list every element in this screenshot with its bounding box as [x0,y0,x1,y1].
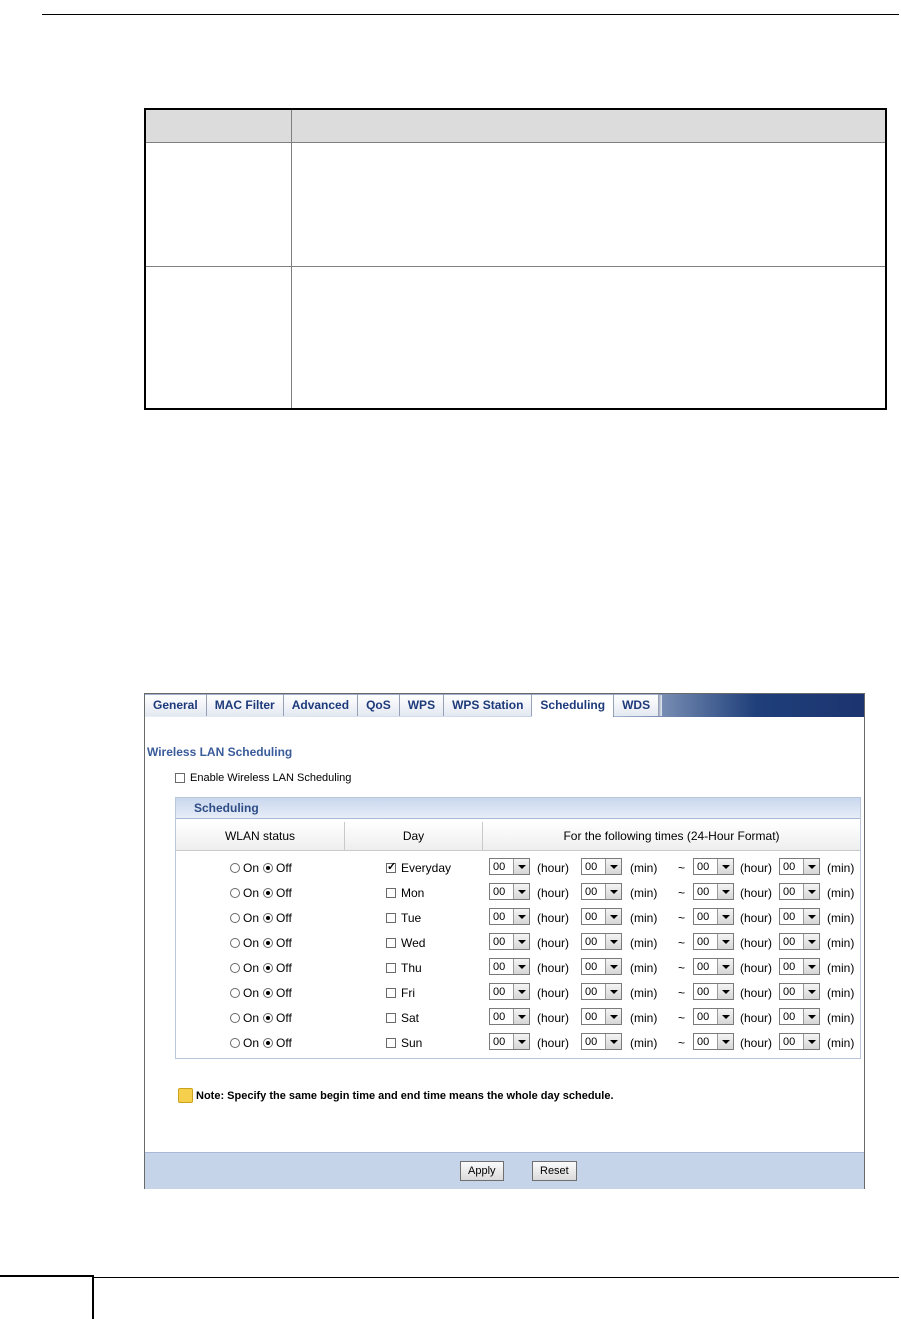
wireless-scheduling-screenshot [144,693,865,1189]
chevron-down-icon [717,984,733,999]
wlan-status [230,861,292,875]
select-value: 00 [697,861,710,873]
chevron-down-icon [605,959,621,974]
off-radio[interactable] [263,988,273,998]
day-label: Sun [401,1036,423,1050]
min-unit: (min) [630,936,658,950]
on-radio[interactable] [230,1013,240,1023]
end-hour-select[interactable] [693,908,734,925]
enable-scheduling-row[interactable] [175,772,351,784]
end-hour-select[interactable] [693,933,734,950]
day-label: Sat [401,1011,420,1025]
tilde-separator: ~ [678,911,686,925]
chevron-down-icon [717,859,733,874]
tilde-separator: ~ [678,1011,686,1025]
wlan-status [230,986,292,1000]
tab-wps-station[interactable]: WPS Station [444,694,532,716]
select-value: 00 [493,911,506,923]
chevron-down-icon [605,1034,621,1049]
off-label: Off [276,936,292,950]
chevron-down-icon [717,884,733,899]
end-hour-select[interactable] [693,983,734,1000]
hour-unit: (hour) [740,936,773,950]
on-label: On [243,886,260,900]
chevron-down-icon [803,959,819,974]
select-value: 00 [493,1036,506,1048]
hour-unit: (hour) [537,961,570,975]
select-value: 00 [585,1036,598,1048]
on-radio[interactable] [230,938,240,948]
day-checkbox[interactable] [386,863,396,873]
select-value: 00 [697,1011,710,1023]
start-min-select[interactable] [581,908,622,925]
start-min-select[interactable] [581,958,622,975]
wlan-status [230,911,292,925]
hour-unit: (hour) [740,986,773,1000]
day-cell [386,911,421,925]
start-hour-select[interactable] [489,1033,530,1050]
select-value: 00 [493,861,506,873]
on-radio[interactable] [230,988,240,998]
select-value: 00 [697,911,710,923]
off-label: Off [276,961,292,975]
hour-unit: (hour) [537,936,570,950]
column-header-times: For the following times (24-Hour Format) [483,822,860,851]
schedule-row [176,1030,860,1055]
day-cell [386,986,415,1000]
table-cell [292,267,887,410]
chevron-down-icon [513,1009,529,1024]
table-cell [145,267,292,410]
on-radio[interactable] [230,863,240,873]
footer-bar [145,1152,864,1189]
off-radio[interactable] [263,1013,273,1023]
select-value: 00 [783,936,796,948]
on-radio[interactable] [230,913,240,923]
chevron-down-icon [717,959,733,974]
select-value: 00 [783,1011,796,1023]
select-value: 00 [585,861,598,873]
start-hour-select[interactable] [489,883,530,900]
table-cell [292,143,887,267]
end-hour-select[interactable] [693,883,734,900]
start-hour-select[interactable] [489,1008,530,1025]
end-min-select[interactable] [779,933,820,950]
chevron-down-icon [803,1034,819,1049]
select-value: 00 [783,961,796,973]
on-label: On [243,861,260,875]
hour-unit: (hour) [740,911,773,925]
day-checkbox[interactable] [386,938,396,948]
day-checkbox[interactable] [386,888,396,898]
on-label: On [243,961,260,975]
note-text: Note: Specify the same begin time and end time means the whole day schedule. [196,1089,614,1102]
hour-unit: (hour) [537,861,570,875]
min-unit: (min) [630,911,658,925]
off-label: Off [276,1036,292,1050]
min-unit: (min) [630,1036,658,1050]
table-cell [145,143,292,267]
start-min-select[interactable] [581,858,622,875]
day-cell [386,1011,419,1025]
enable-scheduling-label: Enable Wireless LAN Scheduling [190,772,352,784]
hour-unit: (hour) [537,911,570,925]
tilde-separator: ~ [678,961,686,975]
table-header-cell [145,109,292,143]
min-unit: (min) [827,911,855,925]
day-label: Tue [401,911,422,925]
tab-bar [145,694,864,717]
day-label: Wed [401,936,426,950]
hour-unit: (hour) [740,1036,773,1050]
end-min-select[interactable] [779,958,820,975]
section-title: Wireless LAN Scheduling [147,745,293,759]
day-checkbox[interactable] [386,913,396,923]
day-label: Fri [401,986,415,1000]
on-radio[interactable] [230,1038,240,1048]
min-unit: (min) [630,1011,658,1025]
header-rule [42,14,899,15]
select-value: 00 [493,886,506,898]
note-icon [178,1088,193,1103]
tab-qos[interactable]: QoS [358,694,400,716]
schedule-row [176,980,860,1005]
tilde-separator: ~ [678,861,686,875]
select-value: 00 [585,886,598,898]
min-unit: (min) [827,1036,855,1050]
min-unit: (min) [630,861,658,875]
day-cell [386,936,425,950]
select-value: 00 [493,936,506,948]
chevron-down-icon [803,934,819,949]
end-min-select[interactable] [779,908,820,925]
hour-unit: (hour) [740,886,773,900]
schedule-row [176,855,860,880]
note [178,1088,614,1103]
off-label: Off [276,1011,292,1025]
schedule-row [176,905,860,930]
start-hour-select[interactable] [489,958,530,975]
footer-rule [92,1277,899,1278]
chevron-down-icon [803,884,819,899]
select-value: 00 [697,886,710,898]
start-hour-select[interactable] [489,983,530,1000]
wlan-status [230,1036,292,1050]
end-min-select[interactable] [779,1008,820,1025]
end-min-select[interactable] [779,983,820,1000]
wlan-status [230,1011,292,1025]
on-radio[interactable] [230,888,240,898]
chevron-down-icon [513,934,529,949]
wlan-status [230,936,292,950]
chevron-down-icon [605,859,621,874]
select-value: 00 [493,961,506,973]
day-checkbox[interactable] [386,988,396,998]
start-hour-select[interactable] [489,908,530,925]
off-radio[interactable] [263,963,273,973]
on-label: On [243,1036,260,1050]
scheduling-title: Scheduling [194,801,259,815]
select-value: 00 [697,1036,710,1048]
chevron-down-icon [605,984,621,999]
day-cell [386,861,451,875]
end-min-select[interactable] [779,883,820,900]
day-label: Thu [401,961,422,975]
tab-wps[interactable]: WPS [400,694,444,716]
off-label: Off [276,911,292,925]
off-label: Off [276,986,292,1000]
min-unit: (min) [827,961,855,975]
off-radio[interactable] [263,888,273,898]
end-min-select[interactable] [779,1033,820,1050]
hour-unit: (hour) [740,861,773,875]
on-label: On [243,936,260,950]
min-unit: (min) [827,861,855,875]
tab-general[interactable]: General [145,694,207,716]
select-value: 00 [585,961,598,973]
chevron-down-icon [717,1034,733,1049]
select-value: 00 [585,1011,598,1023]
select-value: 00 [697,986,710,998]
select-value: 00 [493,1011,506,1023]
min-unit: (min) [827,986,855,1000]
min-unit: (min) [827,1011,855,1025]
chevron-down-icon [717,1009,733,1024]
start-min-select[interactable] [581,1033,622,1050]
min-unit: (min) [630,986,658,1000]
on-radio[interactable] [230,963,240,973]
chevron-down-icon [513,984,529,999]
off-radio[interactable] [263,913,273,923]
off-radio[interactable] [263,938,273,948]
select-value: 00 [585,911,598,923]
select-value: 00 [493,986,506,998]
select-value: 00 [697,936,710,948]
select-value: 00 [783,861,796,873]
apply-button[interactable]: Apply [460,1161,504,1181]
day-checkbox[interactable] [386,963,396,973]
end-hour-select[interactable] [693,1033,734,1050]
chevron-down-icon [605,909,621,924]
select-value: 00 [783,986,796,998]
hour-unit: (hour) [537,986,570,1000]
select-value: 00 [783,886,796,898]
start-min-select[interactable] [581,983,622,1000]
schedule-row [176,930,860,955]
select-value: 00 [585,986,598,998]
scheduling-box [175,797,861,1059]
day-cell [386,961,422,975]
chevron-down-icon [605,884,621,899]
min-unit: (min) [827,936,855,950]
tabs [145,694,659,717]
chevron-down-icon [803,909,819,924]
start-min-select[interactable] [581,933,622,950]
hour-unit: (hour) [740,961,773,975]
wlan-status [230,961,292,975]
end-hour-select[interactable] [693,858,734,875]
on-label: On [243,986,260,1000]
schedule-row [176,880,860,905]
schedule-row [176,1005,860,1030]
chevron-down-icon [803,1009,819,1024]
chevron-down-icon [513,1034,529,1049]
column-header-day: Day [345,822,483,851]
table-header-cell [292,109,887,143]
schedule-row [176,955,860,980]
off-label: Off [276,886,292,900]
day-cell [386,886,424,900]
select-value: 00 [783,1036,796,1048]
off-radio[interactable] [263,1038,273,1048]
column-header-wlan-status: WLAN status [176,822,345,851]
hour-unit: (hour) [537,1011,570,1025]
tab-scheduling[interactable]: Scheduling [532,694,614,717]
chevron-down-icon [803,984,819,999]
start-hour-select[interactable] [489,858,530,875]
day-cell [386,1036,422,1050]
day-checkbox[interactable] [386,1038,396,1048]
chevron-down-icon [717,934,733,949]
reset-button[interactable]: Reset [532,1161,577,1181]
chevron-down-icon [605,934,621,949]
tilde-separator: ~ [678,986,686,1000]
on-label: On [243,1011,260,1025]
day-label: Mon [401,886,425,900]
select-value: 00 [783,911,796,923]
chevron-down-icon [513,959,529,974]
day-label: Everyday [401,861,452,875]
end-hour-select[interactable] [693,1008,734,1025]
tab-mac-filter[interactable]: MAC Filter [207,694,284,716]
day-checkbox[interactable] [386,1013,396,1023]
off-radio[interactable] [263,863,273,873]
start-hour-select[interactable] [489,933,530,950]
tab-wds[interactable]: WDS [614,694,659,716]
start-min-select[interactable] [581,883,622,900]
hour-unit: (hour) [537,1036,570,1050]
tilde-separator: ~ [678,1036,686,1050]
enable-scheduling-checkbox[interactable] [175,773,185,783]
select-value: 00 [697,961,710,973]
scheduling-header [176,798,860,819]
chevron-down-icon [513,884,529,899]
tilde-separator: ~ [678,936,686,950]
tab-advanced[interactable]: Advanced [284,694,358,716]
chevron-down-icon [605,1009,621,1024]
min-unit: (min) [630,961,658,975]
chevron-down-icon [717,909,733,924]
hour-unit: (hour) [740,1011,773,1025]
end-hour-select[interactable] [693,958,734,975]
min-unit: (min) [630,886,658,900]
start-min-select[interactable] [581,1008,622,1025]
on-label: On [243,911,260,925]
select-value: 00 [585,936,598,948]
chevron-down-icon [513,859,529,874]
chevron-down-icon [513,909,529,924]
page-number-box [0,1275,94,1319]
tilde-separator: ~ [678,886,686,900]
end-min-select[interactable] [779,858,820,875]
hour-unit: (hour) [537,886,570,900]
description-table [144,108,887,410]
wlan-status [230,886,292,900]
min-unit: (min) [827,886,855,900]
chevron-down-icon [803,859,819,874]
off-label: Off [276,861,292,875]
